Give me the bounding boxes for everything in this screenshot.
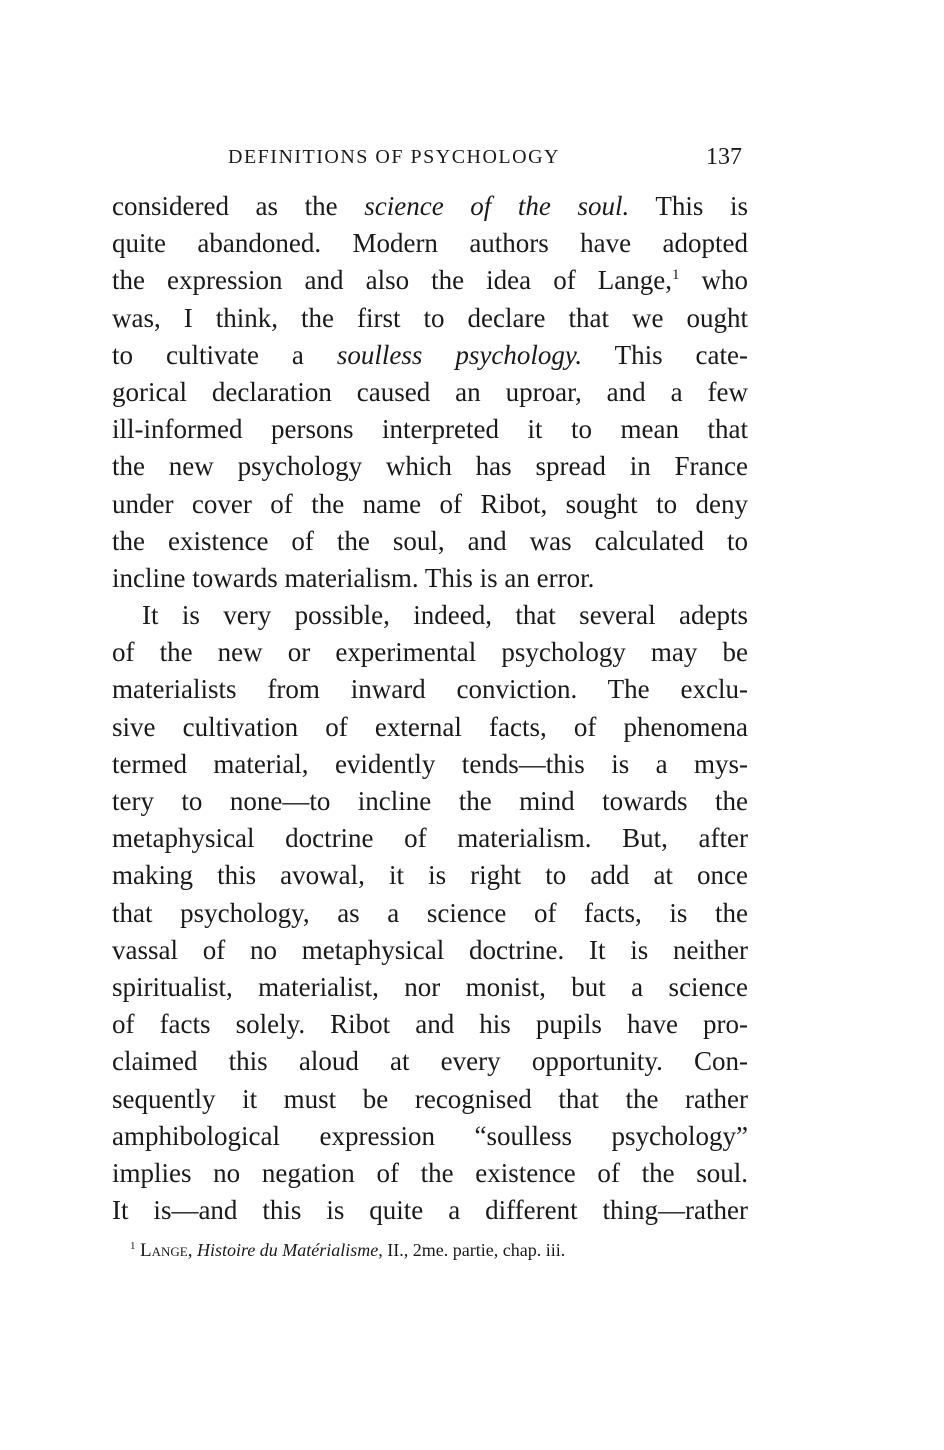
page-number: 137 <box>706 144 742 170</box>
body-text <box>112 188 748 1229</box>
text-line: incline towards materialism. This is an error. <box>112 562 595 593</box>
running-title: DEFINITIONS OF PSYCHOLOGY <box>228 146 560 168</box>
text-line: to cultivate a soulless psychology. This cate- <box>112 339 748 370</box>
text-line: of facts solely. Ribot and his pupils have pro- <box>112 1009 748 1040</box>
text-line: the existence of the soul, and was calculated to <box>112 525 748 556</box>
text-line: spiritualist, materialist, nor monist, but a science <box>112 971 748 1002</box>
text-line: termed material, evidently tends—this is a mys- <box>112 748 748 779</box>
footnote <box>130 1240 750 1262</box>
text-line: vassal of no metaphysical doctrine. It is neither <box>112 934 748 965</box>
text-line: gorical declaration caused an uproar, and a few <box>112 376 748 407</box>
footnote-marker: 1 <box>130 1240 136 1252</box>
text-line: that psychology, as a science of facts, is the <box>112 897 748 928</box>
paragraph-first-line: It is very possible, indeed, that several adepts <box>142 600 748 631</box>
text-line: of the new or experimental psychology may be <box>112 637 748 668</box>
text-line: metaphysical doctrine of materialism. But, after <box>112 823 748 854</box>
footnote-title: Histoire du Matérialisme, <box>196 1240 383 1260</box>
footnote-details: II., 2me. partie, chap. iii. <box>382 1240 566 1260</box>
text-line: making this avowal, it is right to add at once <box>112 860 748 891</box>
text-line: under cover of the name of Ribot, sought to deny <box>112 488 748 519</box>
text-line: amphibological expression “soulless psychology” <box>112 1120 748 1151</box>
text-line: sequently it must be recognised that the rather <box>112 1083 748 1114</box>
text-line: the new psychology which has spread in France <box>112 451 748 482</box>
footnote-reference: 1 <box>671 267 680 284</box>
text-line: implies no negation of the existence of the soul. <box>112 1157 748 1188</box>
running-head <box>110 140 746 174</box>
text-line: considered as the science of the soul. This is <box>112 191 748 221</box>
text-line: It is—and this is quite a different thing—rather <box>112 1195 748 1226</box>
text-line: quite abandoned. Modern authors have adopted <box>112 228 748 259</box>
text-line: materialists from inward conviction. The exclu- <box>112 674 748 705</box>
text-line: sive cultivation of external facts, of phenomena <box>112 711 748 742</box>
text-line: tery to none—to incline the mind towards the <box>112 786 748 816</box>
text-line: was, I think, the first to declare that we ought <box>112 302 748 333</box>
footnote-author: Lange, <box>140 1240 193 1261</box>
text-line: claimed this aloud at every opportunity. Con- <box>112 1046 748 1077</box>
text-line: the expression and also the idea of Lange,$^1$ who <box>112 265 748 296</box>
text-line: ill-informed persons interpreted it to mean that <box>112 414 748 445</box>
